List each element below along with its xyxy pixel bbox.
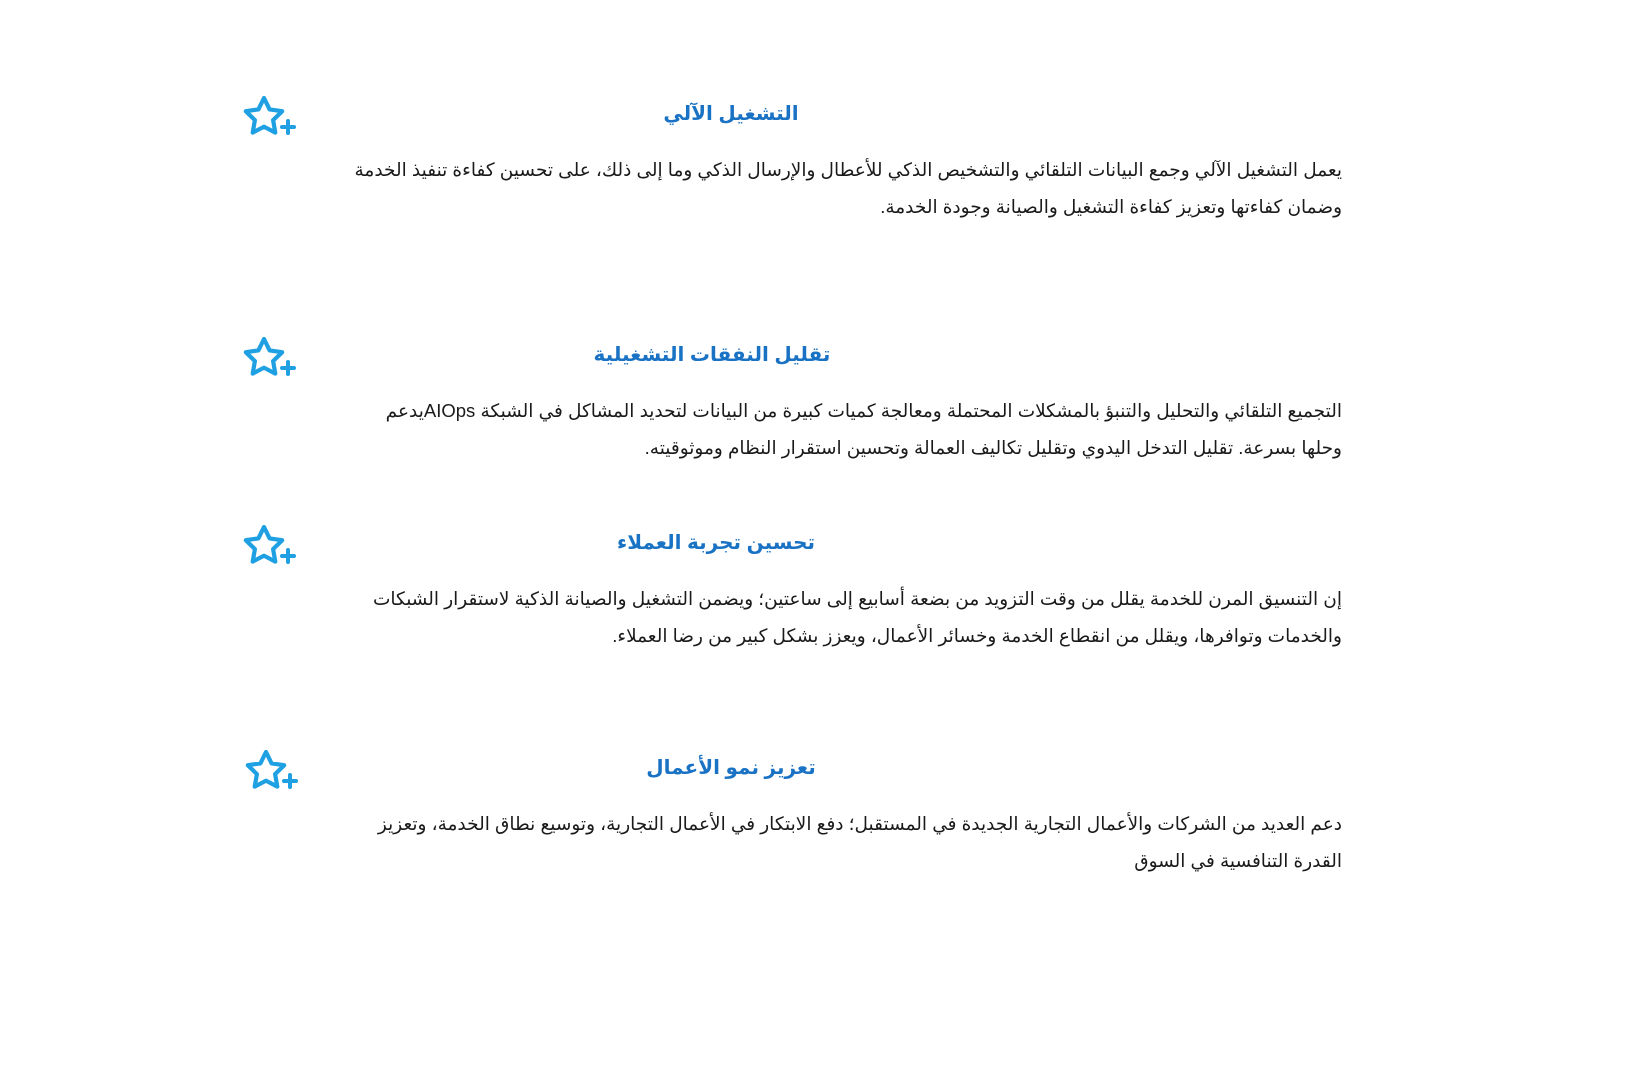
section-description <box>342 580 1342 654</box>
description-line: وحلها بسرعة. تقليل التدخل اليدوي وتقليل تكاليف العمالة وتحسين استقرار النظام وموثوقيته. <box>644 437 1342 458</box>
description-line: إن التنسيق المرن للخدمة يقلل من وقت التزويد من بضعة أسابيع إلى ساعتين؛ ويضمن التشغيل والصيانة الذكية لاستقرار الشبكات <box>372 588 1342 609</box>
section-title: تقليل النفقات التشغيلية <box>593 344 831 366</box>
description-line: دعم العديد من الشركات والأعمال التجارية الجديدة في المستقبل؛ دفع الابتكار في الأعمال التجارية، وتوسيع نطاق الخدمة، وتعزيز <box>377 813 1342 834</box>
section-title: تحسين تجربة العملاء <box>616 532 816 554</box>
star-plus-icon <box>242 94 300 142</box>
section-title: التشغيل الآلي <box>663 103 799 125</box>
description-line: والخدمات وتوافرها، ويقلل من انقطاع الخدمة وخسائر الأعمال، ويعزز بشكل كبير من رضا العملاء. <box>612 625 1342 646</box>
star-plus-icon <box>242 335 300 383</box>
section-title: تعزيز نمو الأعمال <box>646 757 816 779</box>
description-line: القدرة التنافسية في السوق <box>1134 850 1342 871</box>
description-line: وضمان كفاءتها وتعزيز كفاءة التشغيل والصيانة وجودة الخدمة. <box>880 196 1342 217</box>
section-description <box>342 805 1342 879</box>
star-plus-icon <box>244 748 302 796</box>
section-description <box>342 392 1342 466</box>
description-line: يعمل التشغيل الآلي وجمع البيانات التلقائي والتشخيص الذكي للأعطال والإرسال الذكي وما إلى ذلك، على تحسين كفاءة تنفيذ الخدمة <box>354 159 1342 180</box>
star-plus-icon <box>242 523 300 571</box>
description-line: التجميع التلقائي والتحليل والتنبؤ بالمشكلات المحتملة ومعالجة كميات كبيرة من البيانات لتحديد المشاكل في الشبكة AIOpsيدعم <box>385 400 1342 421</box>
section-description <box>342 151 1342 225</box>
